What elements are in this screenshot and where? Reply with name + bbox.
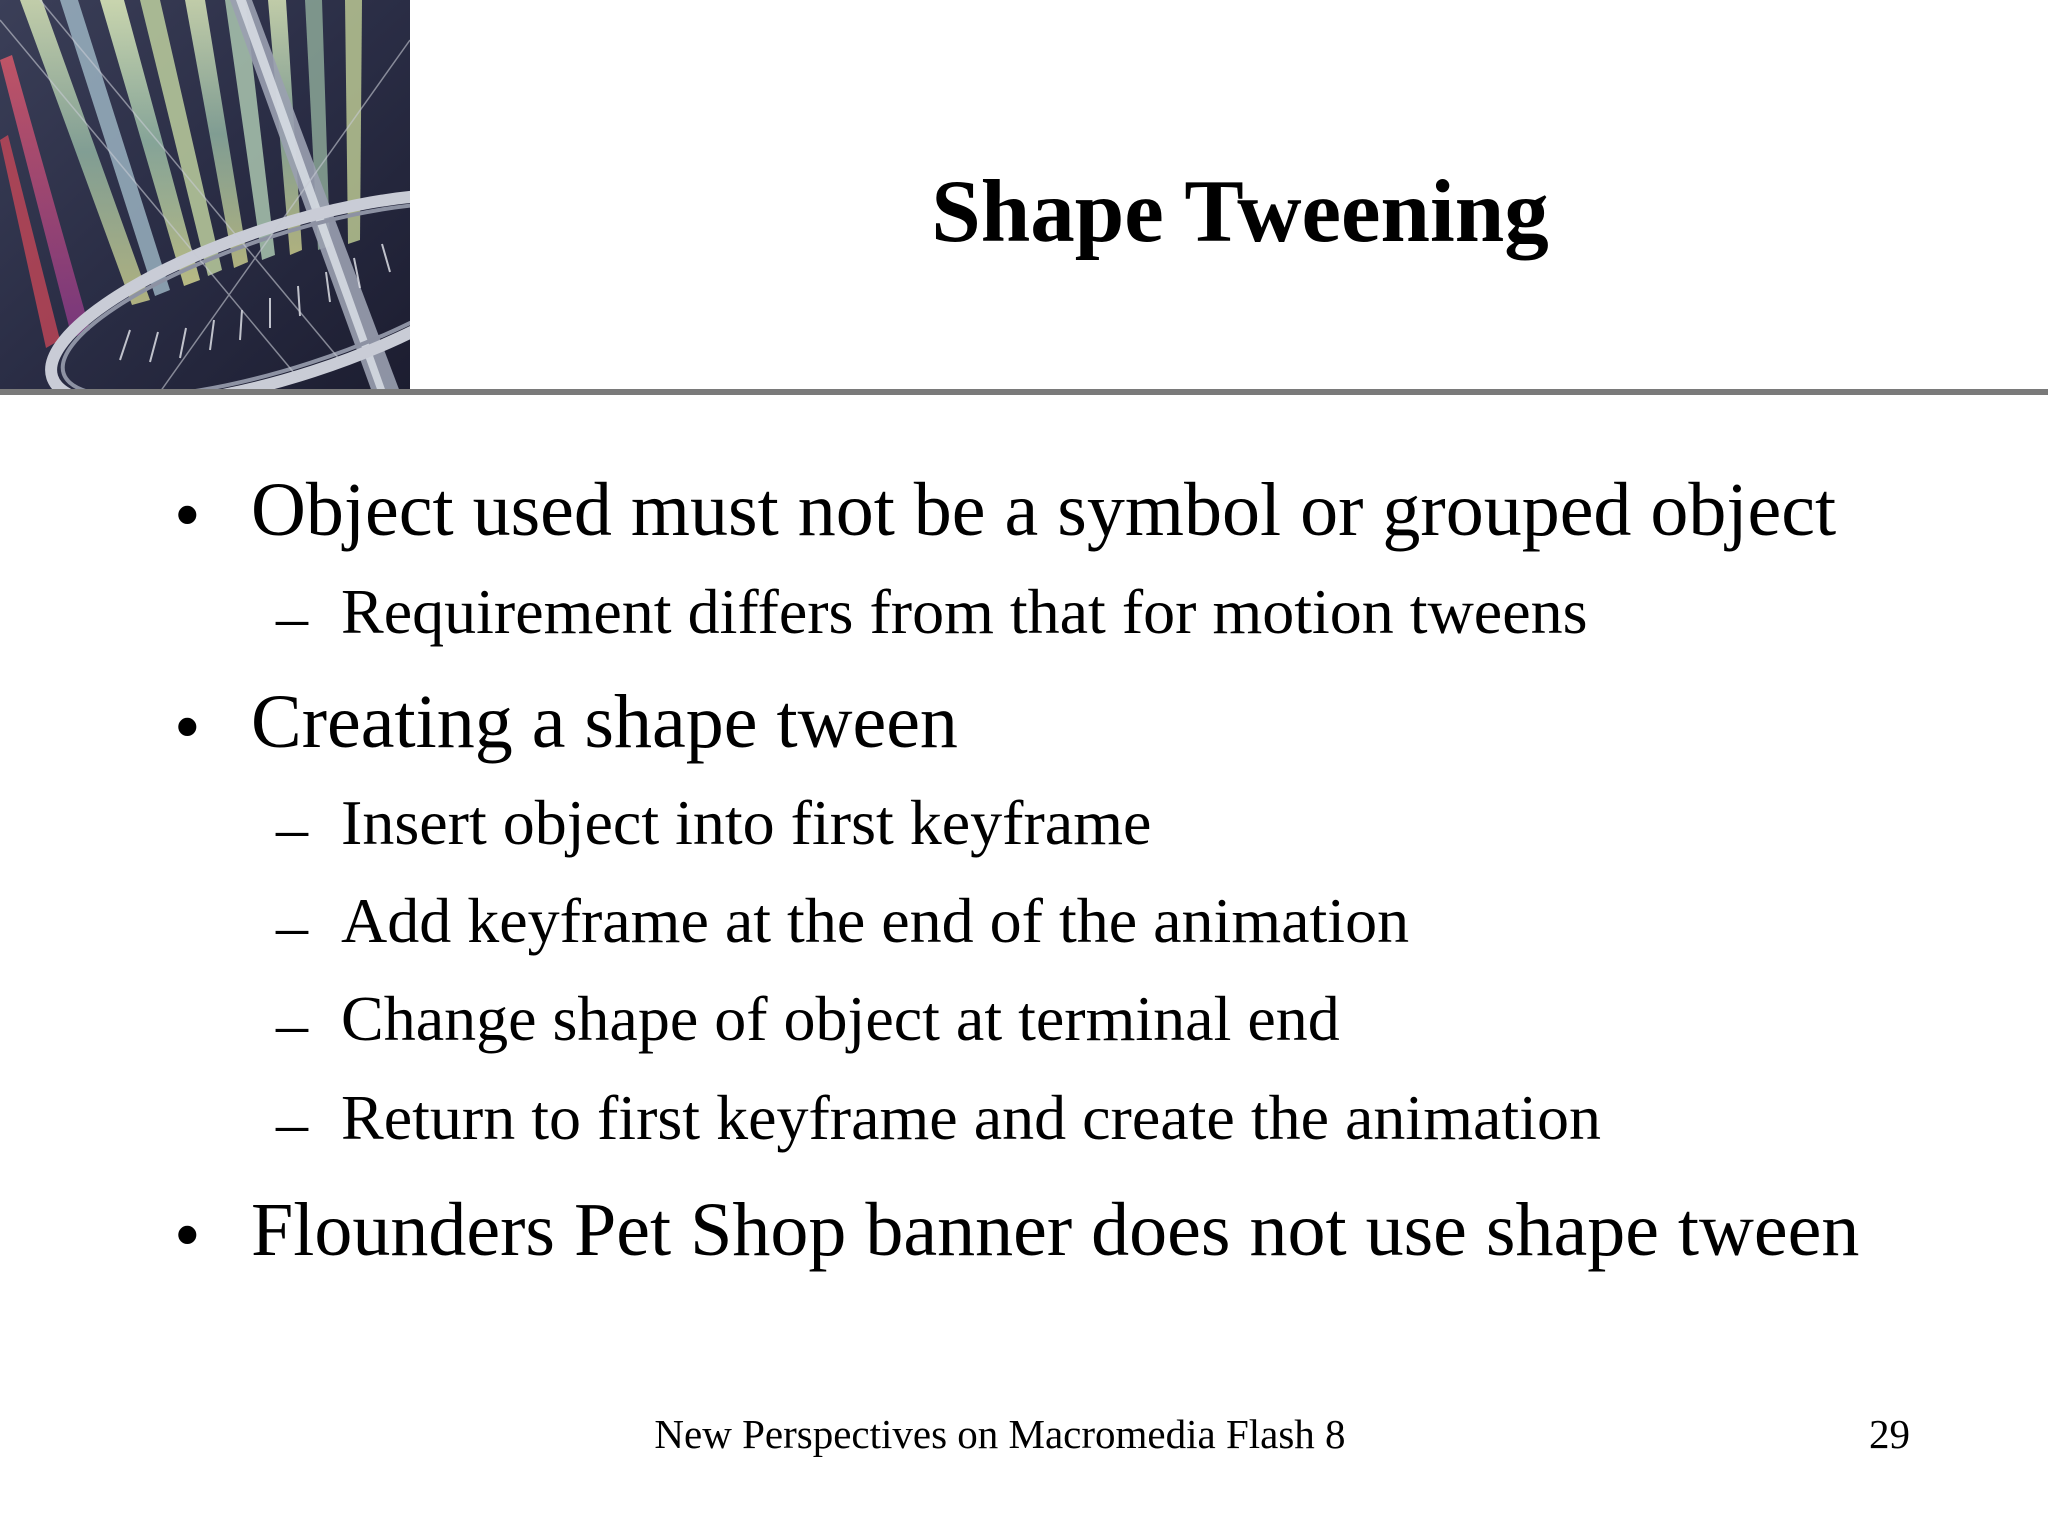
sub-bullet-marker: – [276,890,308,961]
sub-bullet-text: Return to first keyframe and create the animation [341,1082,1601,1153]
sub-bullet-marker: – [276,1087,308,1158]
sub-bullet-text: Add keyframe at the end of the animation [341,885,1410,956]
sub-bullet-marker: – [276,581,308,652]
bullet-text: Creating a shape tween [251,680,958,764]
sub-bullet-text: Change shape of object at terminal end [341,983,1340,1054]
footer-text: New Perspectives on Macromedia Flash 8 [654,1411,1346,1457]
sub-bullet-marker: – [276,792,308,863]
bullet-text: Flounders Pet Shop banner does not use shape tween [251,1188,1860,1272]
page-number: 29 [1869,1411,1910,1457]
bullet-text: Object used must not be a symbol or grouped object [251,468,1837,552]
sub-bullet-marker: – [276,988,308,1059]
bullet-marker: • [174,1193,201,1277]
slide-title: Shape Tweening [931,163,1549,261]
bullet-marker: • [174,685,201,769]
sub-bullet-text: Requirement differs from that for motion tweens [341,576,1588,647]
sub-bullet-text: Insert object into first keyframe [341,787,1152,858]
bullet-marker: • [174,473,201,557]
